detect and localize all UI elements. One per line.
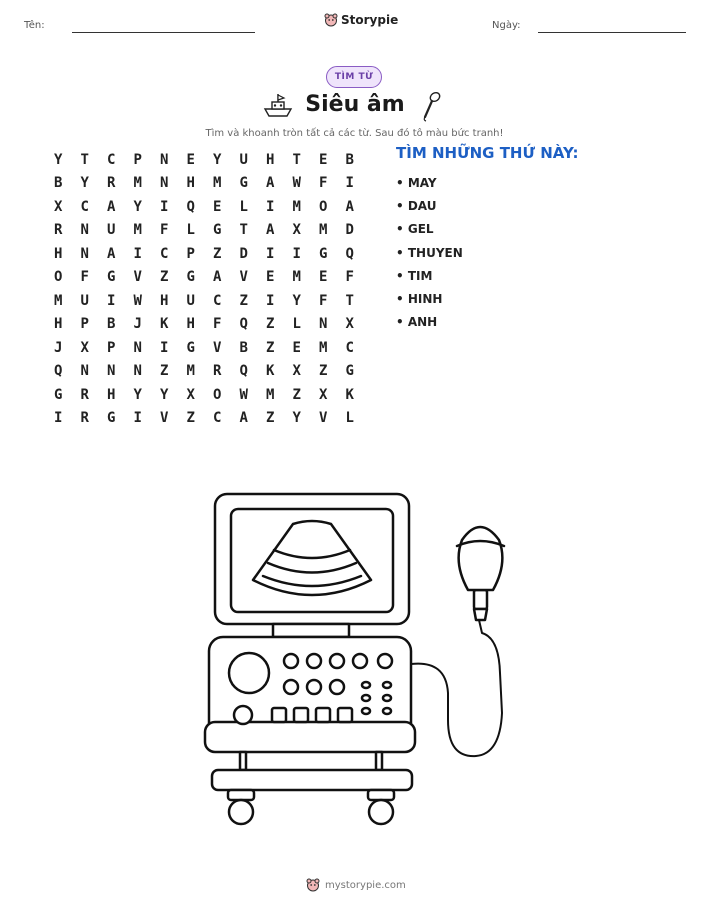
grid-cell[interactable]: E <box>186 151 195 168</box>
grid-cell[interactable]: M <box>319 339 328 356</box>
grid-cell[interactable]: K <box>160 316 169 333</box>
grid-cell[interactable]: I <box>54 410 63 427</box>
grid-cell[interactable]: Y <box>54 151 63 168</box>
grid-cell[interactable]: A <box>345 198 354 215</box>
grid-cell[interactable]: C <box>107 151 116 168</box>
grid-cell[interactable]: F <box>80 269 89 286</box>
grid-cell[interactable]: M <box>186 363 195 380</box>
grid-cell[interactable]: Y <box>292 292 301 309</box>
grid-cell[interactable]: N <box>160 151 169 168</box>
grid-cell[interactable]: F <box>213 316 222 333</box>
grid-cell[interactable]: N <box>80 245 89 262</box>
activity-badge: TÌM TỪ <box>326 66 382 88</box>
grid-cell[interactable]: M <box>54 292 63 309</box>
grid-cell[interactable]: I <box>292 245 301 262</box>
grid-cell[interactable]: Y <box>292 410 301 427</box>
grid-cell[interactable]: G <box>107 410 116 427</box>
grid-cell[interactable]: Z <box>292 386 301 403</box>
word-list-item: • MAY <box>396 175 437 190</box>
find-list-title: TÌM NHỮNG THỨ NÀY: <box>396 144 579 162</box>
grid-cell[interactable]: C <box>345 339 354 356</box>
grid-cell[interactable]: C <box>160 245 169 262</box>
grid-cell[interactable]: A <box>213 269 222 286</box>
grid-row <box>48 407 366 431</box>
grid-row <box>48 289 366 313</box>
grid-cell[interactable]: Q <box>345 245 354 262</box>
grid-cell[interactable]: J <box>54 339 63 356</box>
date-line[interactable] <box>538 32 686 33</box>
grid-cell[interactable]: G <box>54 386 63 403</box>
grid-row <box>48 313 366 337</box>
grid-row <box>48 148 366 172</box>
grid-cell[interactable]: X <box>319 386 328 403</box>
grid-cell[interactable]: E <box>213 198 222 215</box>
grid-cell[interactable]: E <box>319 269 328 286</box>
word-list-item: • TIM <box>396 268 433 283</box>
grid-cell[interactable]: Z <box>213 245 222 262</box>
grid-cell[interactable]: O <box>54 269 63 286</box>
grid-cell[interactable]: R <box>107 175 116 192</box>
footer-url[interactable]: mystorypie.com <box>325 879 406 891</box>
grid-cell[interactable]: U <box>80 292 89 309</box>
word-list-item: • HINH <box>396 292 443 307</box>
grid-cell[interactable]: A <box>266 222 275 239</box>
grid-cell[interactable]: A <box>107 245 116 262</box>
grid-cell[interactable]: V <box>133 269 142 286</box>
grid-cell[interactable]: N <box>319 316 328 333</box>
grid-cell[interactable]: Y <box>213 151 222 168</box>
grid-cell[interactable]: G <box>213 222 222 239</box>
grid-cell[interactable]: G <box>186 269 195 286</box>
grid-row <box>48 219 366 243</box>
brand-logo <box>324 13 398 27</box>
grid-cell[interactable]: O <box>319 198 328 215</box>
grid-cell[interactable]: V <box>239 269 248 286</box>
grid-cell[interactable]: D <box>239 245 248 262</box>
grid-cell[interactable]: E <box>292 339 301 356</box>
grid-cell[interactable]: I <box>266 292 275 309</box>
grid-cell[interactable]: B <box>345 151 354 168</box>
storypie-mascot-icon <box>306 878 320 892</box>
grid-cell[interactable]: M <box>292 269 301 286</box>
grid-cell[interactable]: T <box>345 292 354 309</box>
grid-cell[interactable]: V <box>319 410 328 427</box>
grid-cell[interactable]: E <box>266 269 275 286</box>
grid-cell[interactable]: Z <box>239 292 248 309</box>
grid-cell[interactable]: B <box>239 339 248 356</box>
grid-row <box>48 172 366 196</box>
grid-cell[interactable]: H <box>160 292 169 309</box>
grid-cell[interactable]: H <box>266 151 275 168</box>
grid-cell[interactable]: F <box>319 175 328 192</box>
grid-cell[interactable]: M <box>133 222 142 239</box>
grid-cell[interactable]: U <box>107 222 116 239</box>
grid-cell[interactable]: L <box>186 222 195 239</box>
grid-cell[interactable]: M <box>266 386 275 403</box>
name-line[interactable] <box>72 32 255 33</box>
grid-cell[interactable]: X <box>345 316 354 333</box>
grid-row <box>48 383 366 407</box>
word-list-item: • THUYEN <box>396 245 463 260</box>
grid-cell[interactable]: X <box>54 198 63 215</box>
grid-cell[interactable]: M <box>292 198 301 215</box>
grid-cell[interactable]: T <box>292 151 301 168</box>
grid-cell[interactable]: C <box>213 292 222 309</box>
grid-cell[interactable]: X <box>292 222 301 239</box>
grid-cell[interactable]: O <box>213 386 222 403</box>
grid-cell[interactable]: Q <box>54 363 63 380</box>
grid-row <box>48 195 366 219</box>
grid-cell[interactable]: M <box>133 175 142 192</box>
grid-cell[interactable]: N <box>80 222 89 239</box>
grid-cell[interactable]: F <box>319 292 328 309</box>
ultrasound-machine-illustration <box>200 488 520 833</box>
grid-cell[interactable]: G <box>319 245 328 262</box>
grid-cell[interactable]: Z <box>186 410 195 427</box>
grid-cell[interactable]: G <box>107 269 116 286</box>
grid-cell[interactable]: N <box>133 363 142 380</box>
grid-cell[interactable]: B <box>54 175 63 192</box>
grid-cell[interactable]: I <box>107 292 116 309</box>
boat-icon <box>263 92 293 118</box>
word-list <box>396 171 463 334</box>
grid-cell[interactable]: H <box>54 245 63 262</box>
grid-cell[interactable]: X <box>186 386 195 403</box>
grid-cell[interactable]: F <box>345 269 354 286</box>
grid-row <box>48 360 366 384</box>
grid-cell[interactable]: A <box>107 198 116 215</box>
grid-cell[interactable]: N <box>160 175 169 192</box>
grid-cell[interactable]: J <box>133 316 142 333</box>
date-label: Ngày: <box>492 20 521 31</box>
grid-cell[interactable]: T <box>80 151 89 168</box>
grid-cell[interactable]: F <box>160 222 169 239</box>
grid-cell[interactable]: N <box>133 339 142 356</box>
grid-cell[interactable]: N <box>107 363 116 380</box>
grid-row <box>48 266 366 290</box>
grid-cell[interactable]: I <box>266 198 275 215</box>
grid-cell[interactable]: I <box>160 339 169 356</box>
grid-cell[interactable]: M <box>319 222 328 239</box>
grid-cell[interactable]: H <box>186 175 195 192</box>
grid-cell[interactable]: I <box>345 175 354 192</box>
page-title: Siêu âm <box>305 92 405 117</box>
grid-cell[interactable]: P <box>107 339 116 356</box>
grid-cell[interactable]: N <box>80 363 89 380</box>
grid-cell[interactable]: Y <box>160 386 169 403</box>
grid-cell[interactable]: Q <box>186 198 195 215</box>
grid-cell[interactable]: C <box>80 198 89 215</box>
grid-cell[interactable]: Z <box>319 363 328 380</box>
word-search-grid[interactable] <box>48 148 366 430</box>
grid-cell[interactable]: H <box>54 316 63 333</box>
grid-cell[interactable]: L <box>239 198 248 215</box>
name-label: Tên: <box>24 20 45 31</box>
grid-cell[interactable]: U <box>239 151 248 168</box>
grid-cell[interactable]: U <box>186 292 195 309</box>
grid-cell[interactable]: C <box>213 410 222 427</box>
grid-cell[interactable]: R <box>213 363 222 380</box>
grid-cell[interactable]: Z <box>266 339 275 356</box>
grid-cell[interactable]: Z <box>160 269 169 286</box>
grid-cell[interactable]: E <box>319 151 328 168</box>
grid-cell[interactable]: P <box>80 316 89 333</box>
grid-cell[interactable]: X <box>80 339 89 356</box>
grid-cell[interactable]: Z <box>266 316 275 333</box>
grid-cell[interactable]: V <box>213 339 222 356</box>
grid-cell[interactable]: X <box>292 363 301 380</box>
grid-cell[interactable]: H <box>107 386 116 403</box>
instructions: Tìm và khoanh tròn tất cả các từ. Sau đó tô màu bức tranh! <box>205 128 504 139</box>
word-list-item: • GEL <box>396 222 434 237</box>
grid-cell[interactable]: G <box>186 339 195 356</box>
grid-cell[interactable]: T <box>239 222 248 239</box>
grid-cell[interactable]: Y <box>80 175 89 192</box>
grid-cell[interactable]: I <box>133 410 142 427</box>
grid-cell[interactable]: L <box>345 410 354 427</box>
brand-name: Storypie <box>341 13 399 27</box>
ultrasound-probe-icon <box>420 90 444 122</box>
grid-cell[interactable]: A <box>266 175 275 192</box>
grid-cell[interactable]: A <box>239 410 248 427</box>
grid-cell[interactable]: R <box>80 410 89 427</box>
grid-cell[interactable]: B <box>107 316 116 333</box>
grid-cell[interactable]: Z <box>266 410 275 427</box>
grid-cell[interactable]: W <box>292 175 301 192</box>
grid-cell[interactable]: W <box>133 292 142 309</box>
word-list-item: • DAU <box>396 198 437 213</box>
grid-row <box>48 242 366 266</box>
grid-cell[interactable]: V <box>160 410 169 427</box>
grid-cell[interactable]: G <box>239 175 248 192</box>
grid-cell[interactable]: L <box>292 316 301 333</box>
grid-cell[interactable]: M <box>213 175 222 192</box>
grid-cell[interactable]: R <box>54 222 63 239</box>
grid-cell[interactable]: P <box>186 245 195 262</box>
grid-cell[interactable]: K <box>345 386 354 403</box>
grid-cell[interactable]: I <box>160 198 169 215</box>
grid-cell[interactable]: Z <box>160 363 169 380</box>
grid-cell[interactable]: Y <box>133 386 142 403</box>
grid-cell[interactable]: I <box>266 245 275 262</box>
grid-row <box>48 336 366 360</box>
grid-cell[interactable]: H <box>186 316 195 333</box>
grid-cell[interactable]: K <box>266 363 275 380</box>
grid-cell[interactable]: I <box>133 245 142 262</box>
grid-cell[interactable]: Q <box>239 316 248 333</box>
grid-cell[interactable]: D <box>345 222 354 239</box>
grid-cell[interactable]: R <box>80 386 89 403</box>
footer <box>306 878 406 892</box>
grid-cell[interactable]: G <box>345 363 354 380</box>
grid-cell[interactable]: P <box>133 151 142 168</box>
grid-cell[interactable]: Q <box>239 363 248 380</box>
grid-cell[interactable]: Y <box>133 198 142 215</box>
word-list-item: • ANH <box>396 315 438 330</box>
grid-cell[interactable]: W <box>239 386 248 403</box>
storypie-mascot-icon <box>324 13 338 27</box>
